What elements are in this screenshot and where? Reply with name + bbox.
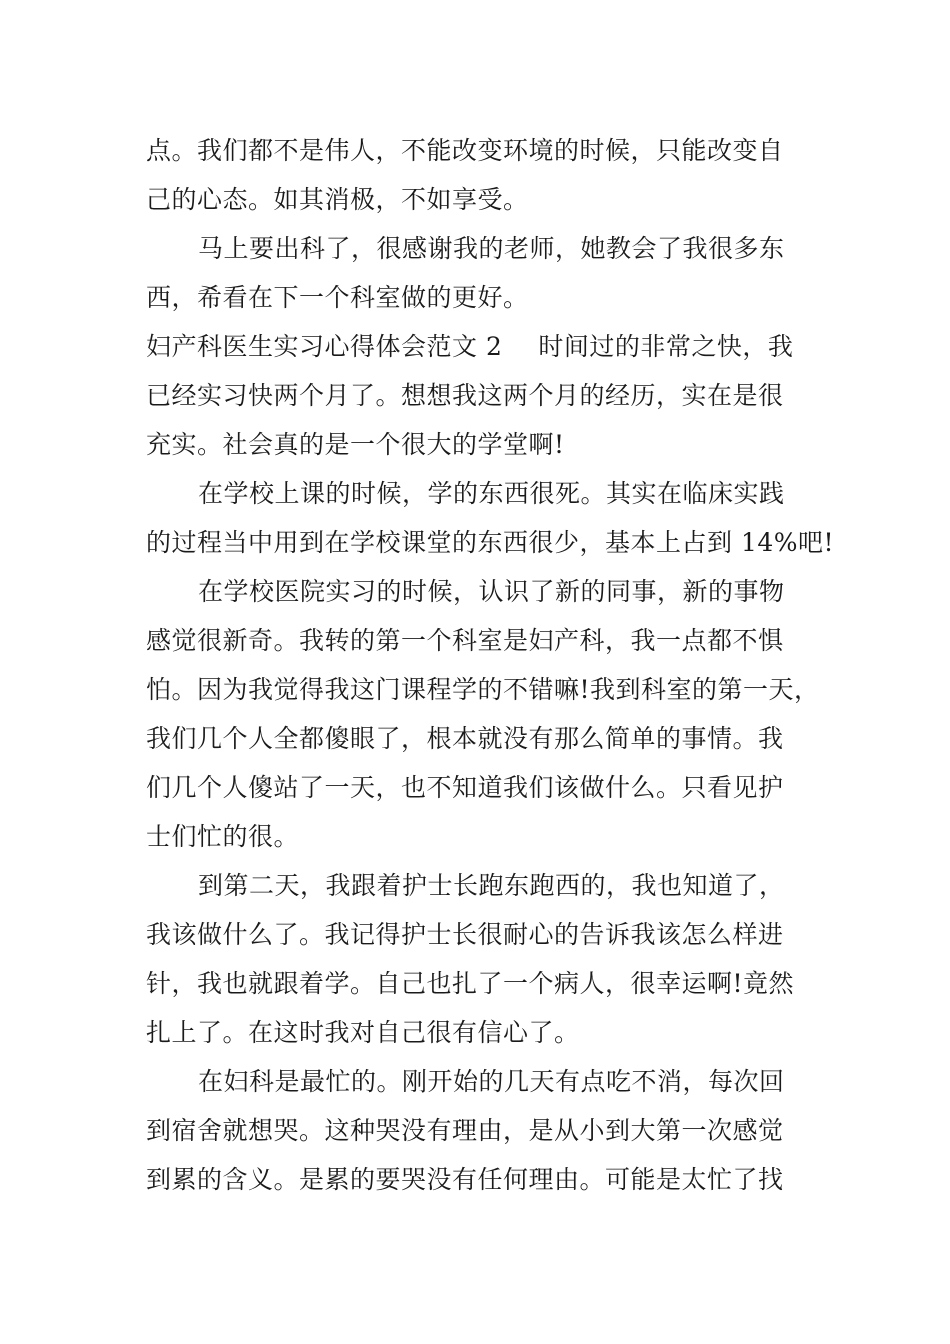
text-line: 己的心态。如其消极，不如享受。 [146,185,529,214]
text-line: 扎上了。在这时我对自己很有信心了。 [146,1018,580,1047]
text-line: 针，我也就跟着学。自己也扎了一个病人，很幸运啊!竟然 [146,969,795,998]
text-line: 在学校医院实习的时候，认识了新的同事，新的事物 [198,577,785,606]
heading-line [146,322,846,371]
text-line: 马上要出科了，很感谢我的老师，她教会了我很多东 [198,234,785,263]
text-line: 到累的含义。是累的要哭没有任何理由。可能是太忙了找 [146,1165,784,1194]
text-line: 的过程当中用到在学校课堂的东西很少，基本上占到 14%吧! [146,528,835,557]
text-line: 到宿舍就想哭。这种哭没有理由，是从小到大第一次感觉 [146,1116,784,1145]
text-line: 充实。社会真的是一个很大的学堂啊! [146,430,565,459]
text-line: 我们几个人全都傻眼了，根本就没有那么简单的事情。我 [146,724,784,753]
section-heading: 妇产科医生实习心得体会范文 2 [146,332,503,361]
text-fragment: 时间过的非常之快，我 [538,332,794,361]
text-line: 感觉很新奇。我转的第一个科室是妇产科，我一点都不惧 [146,626,784,655]
text-line: 西，希看在下一个科室做的更好。 [146,283,529,312]
text-line: 到第二天，我跟着护士长跑东跑西的，我也知道了， [198,871,785,900]
text-line: 已经实习快两个月了。想想我这两个月的经历，实在是很 [146,381,784,410]
text-line: 怕。因为我觉得我这门课程学的不错嘛!我到科室的第一天， [146,675,820,704]
text-line: 点。我们都不是伟人，不能改变环境的时候，只能改变自 [146,136,784,165]
text-line: 在学校上课的时候，学的东西很死。其实在临床实践 [198,479,785,508]
text-line: 我该做什么了。我记得护士长很耐心的告诉我该怎么样进 [146,920,784,949]
document-body [146,126,846,1204]
text-line: 在妇科是最忙的。刚开始的几天有点吃不消，每次回 [198,1067,785,1096]
text-line: 们几个人傻站了一天，也不知道我们该做什么。只看见护 [146,773,784,802]
text-line: 士们忙的很。 [146,822,300,851]
